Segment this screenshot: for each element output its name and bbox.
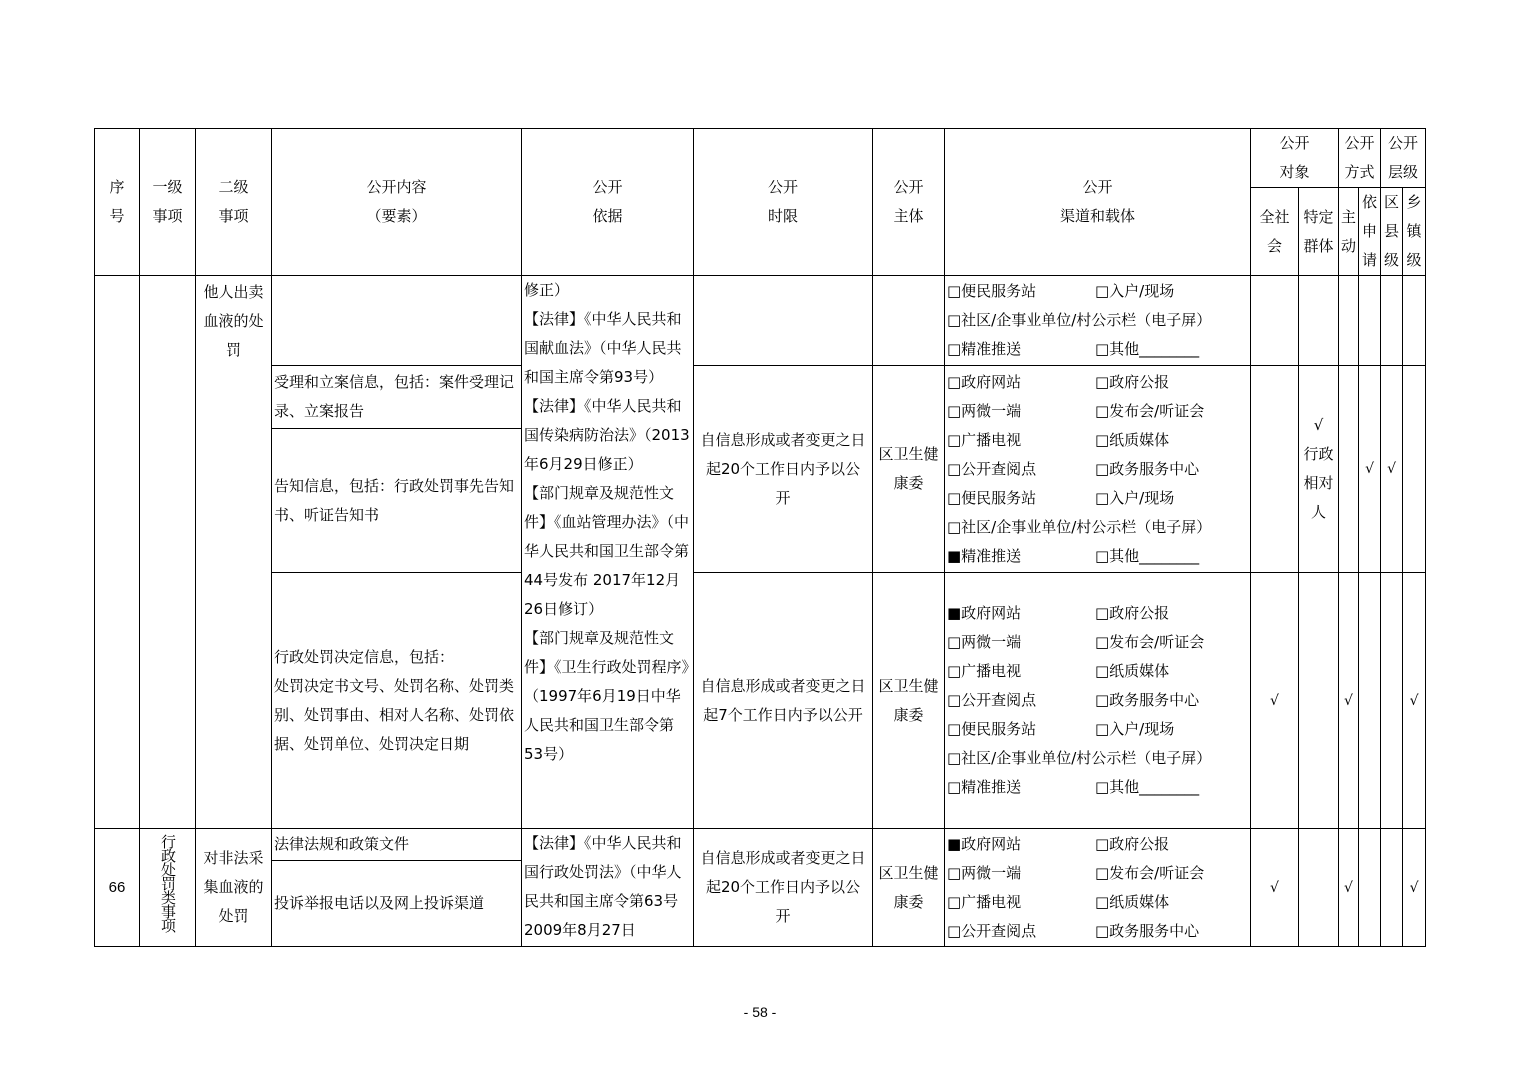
channel-item: □入户/现场: [1095, 720, 1175, 738]
section1-rowc-level-town: √: [1403, 573, 1426, 829]
section2-content1: 法律法规和政策文件: [272, 829, 522, 861]
channel-item: □纸质媒体: [1095, 662, 1170, 680]
section1-rowa-deadline: [694, 276, 873, 366]
channel-item: □公开查阅点: [947, 921, 1037, 940]
channel-row: [947, 513, 1250, 542]
channel-item: □政府公报: [1095, 604, 1170, 622]
channel-item: □纸质媒体: [1095, 430, 1170, 449]
channel-row: [947, 484, 1250, 513]
channel-row: [947, 277, 1250, 306]
channel-item: □两微一端: [947, 863, 1022, 882]
channel-row: [947, 306, 1250, 335]
header-method: 公开 方式: [1339, 129, 1381, 188]
section1-rowc-subject: 区卫生健康委: [873, 573, 945, 829]
channel-item: □社区/企事业单位/村公示栏（电子屏）: [947, 311, 1212, 329]
section1-rowb-content2: 告知信息，包括：行政处罚事先告知书、听证告知书: [272, 429, 522, 573]
page-number: - 58 -: [743, 1004, 777, 1020]
section2-basis: 【法律】《中华人民共和国行政处罚法》（中华人民共和国主席令第63号 2009年8月27日: [522, 829, 694, 947]
section1-level1: [140, 276, 196, 829]
section1-rowb-method-apply: √: [1359, 366, 1381, 573]
channel-row: [947, 657, 1250, 686]
header-level-district: 区 县 级: [1381, 188, 1403, 276]
section2-deadline: 自信息形成或者变更之日起20个工作日内予以公开: [694, 829, 873, 947]
channel-item: □入户/现场: [1095, 282, 1175, 300]
cell-empty: [1339, 276, 1359, 366]
channel-item: □广播电视: [947, 430, 1022, 449]
channel-row: [947, 335, 1250, 364]
header-level2: 二级 事项: [196, 129, 272, 276]
section2-target-all: √: [1251, 829, 1299, 947]
channel-item: □政务服务中心: [1095, 691, 1200, 709]
channel-item: □入户/现场: [1095, 488, 1175, 507]
section1-rowc-deadline: 自信息形成或者变更之日起7个工作日内予以公开: [694, 573, 873, 829]
channel-row: [947, 744, 1250, 773]
section2-level2: 对非法采集血液的处罚: [196, 829, 272, 947]
channel-row: [947, 830, 1250, 859]
cell-empty: [1359, 276, 1381, 366]
channel-item: ■政府网站: [947, 834, 1022, 853]
section1-rowb-subject: 区卫生健康委: [873, 366, 945, 573]
channel-row: [947, 426, 1250, 455]
section1-rowa-channels: [945, 276, 1251, 366]
header-channel: 公开 渠道和载体: [945, 129, 1251, 276]
channel-item: □政府网站: [947, 372, 1022, 391]
channel-row: [947, 859, 1250, 888]
cell-empty: [1299, 573, 1339, 829]
channel-item: □社区/企事业单位/村公示栏（电子屏）: [947, 517, 1212, 536]
header-level: 公开 层级: [1381, 129, 1426, 188]
header-subject: 公开 主体: [873, 129, 945, 276]
channel-item: □两微一端: [947, 401, 1022, 420]
channel-row: [947, 542, 1250, 571]
header-level-town: 乡 镇 级: [1403, 188, 1426, 276]
channel-item: □便民服务站: [947, 488, 1037, 507]
section2-content2: 投诉举报电话以及网上投诉渠道: [272, 861, 522, 947]
section1-level2: 他人出卖血液的处罚: [196, 276, 272, 829]
channel-row: [947, 599, 1250, 628]
cell-empty: [1403, 366, 1426, 573]
section1-rowc-method-active: √: [1339, 573, 1359, 829]
cell-empty: [1381, 829, 1403, 947]
cell-empty: [1339, 366, 1359, 573]
section1-rowb-channels: [945, 366, 1251, 573]
channel-item: □政府公报: [1095, 372, 1170, 391]
channel-item: □政务服务中心: [1095, 459, 1200, 478]
section1-rowa-content: [272, 276, 522, 366]
channel-row: [947, 715, 1250, 744]
channel-item: □精准推送: [947, 778, 1022, 796]
channel-item: □发布会/听证会: [1095, 863, 1205, 882]
section2-method-active: √: [1339, 829, 1359, 947]
section2-subject: 区卫生健康委: [873, 829, 945, 947]
channel-item: □公开查阅点: [947, 691, 1037, 709]
section1-rowb-content1: 受理和立案信息，包括：案件受理记录、立案报告: [272, 366, 522, 429]
section2-level-town: √: [1403, 829, 1426, 947]
channel-row: [947, 368, 1250, 397]
channel-item: □两微一端: [947, 633, 1022, 651]
header-seq: 序 号: [95, 129, 140, 276]
channel-item: □便民服务站: [947, 282, 1037, 300]
channel-row: [947, 686, 1250, 715]
channel-row: [947, 773, 1250, 802]
section1-rowb-level-district: √: [1381, 366, 1403, 573]
section1-rowb-target-specific: √ 行政 相对 人: [1299, 366, 1339, 573]
channel-item: □政务服务中心: [1095, 921, 1200, 940]
header-deadline: 公开 时限: [694, 129, 873, 276]
header-method-active: 主 动: [1339, 188, 1359, 276]
section2-seq: 66: [95, 829, 140, 947]
header-basis: 公开 依据: [522, 129, 694, 276]
cell-empty: [1381, 276, 1403, 366]
channel-item: □发布会/听证会: [1095, 633, 1205, 651]
channel-row: [947, 397, 1250, 426]
section1-seq: [95, 276, 140, 829]
channel-row: [947, 888, 1250, 917]
section1-rowb-deadline: 自信息形成或者变更之日起20个工作日内予以公开: [694, 366, 873, 573]
channel-item: □便民服务站: [947, 720, 1037, 738]
section1-rowa-subject: [873, 276, 945, 366]
channel-item: □精准推送: [947, 340, 1022, 358]
cell-empty: [1359, 573, 1381, 829]
header-target: 公开 对象: [1251, 129, 1339, 188]
channel-item: □广播电视: [947, 892, 1022, 911]
cell-empty: [1403, 276, 1426, 366]
cell-empty: [1299, 276, 1339, 366]
channel-item: □纸质媒体: [1095, 892, 1170, 911]
header-level1: 一级 事项: [140, 129, 196, 276]
disclosure-table: [94, 128, 1426, 947]
section2-channels: [945, 829, 1251, 947]
channel-item: □发布会/听证会: [1095, 401, 1205, 420]
channel-row: [947, 628, 1250, 657]
channel-item: □社区/企事业单位/村公示栏（电子屏）: [947, 749, 1212, 767]
channel-item: ■政府网站: [947, 604, 1022, 622]
channel-item: □其他________: [1095, 778, 1200, 796]
channel-item: □公开查阅点: [947, 459, 1037, 478]
section1-rowc-content: 行政处罚决定信息，包括： 处罚决定书文号、处罚名称、处罚类别、处罚事由、相对人名称、处罚依据、处罚单位、处罚决定日期: [272, 573, 522, 829]
cell-empty: [1299, 829, 1339, 947]
cell-empty: [1251, 366, 1299, 573]
channel-item: □政府公报: [1095, 834, 1170, 853]
section1-basis: 修正） 【法律】《中华人民共和国献血法》（中华人民共和国主席令第93号） 【法律】《中华人民共和国传染病防治法》（2013年6月29日修正） 【部门规章及规范性文件】《血站管理办法》（中华人民共和国卫生部令第44号发布 2017年12月26日修订） 【部门规章及规范性文件】《卫生行政处罚程序》（1997年6月19日中华人民共和国卫生部令第53号）: [522, 276, 694, 829]
channel-item: □广播电视: [947, 662, 1022, 680]
cell-empty: [1359, 829, 1381, 947]
channel-item: □其他________: [1095, 546, 1200, 565]
channel-row: [947, 455, 1250, 484]
section1-rowc-channels: [945, 573, 1251, 829]
channel-row: [947, 917, 1250, 946]
section1-rowc-target-all: √: [1251, 573, 1299, 829]
header-target-specific: 特定 群体: [1299, 188, 1339, 276]
cell-empty: [1381, 573, 1403, 829]
header-content: 公开内容 （要素）: [272, 129, 522, 276]
header-method-apply: 依 申 请: [1359, 188, 1381, 276]
channel-item: ■精准推送: [947, 546, 1022, 565]
cell-empty: [1251, 276, 1299, 366]
section2-level1: 行政处罚类事项: [140, 829, 196, 947]
header-target-all: 全社 会: [1251, 188, 1299, 276]
channel-item: □其他________: [1095, 340, 1200, 358]
